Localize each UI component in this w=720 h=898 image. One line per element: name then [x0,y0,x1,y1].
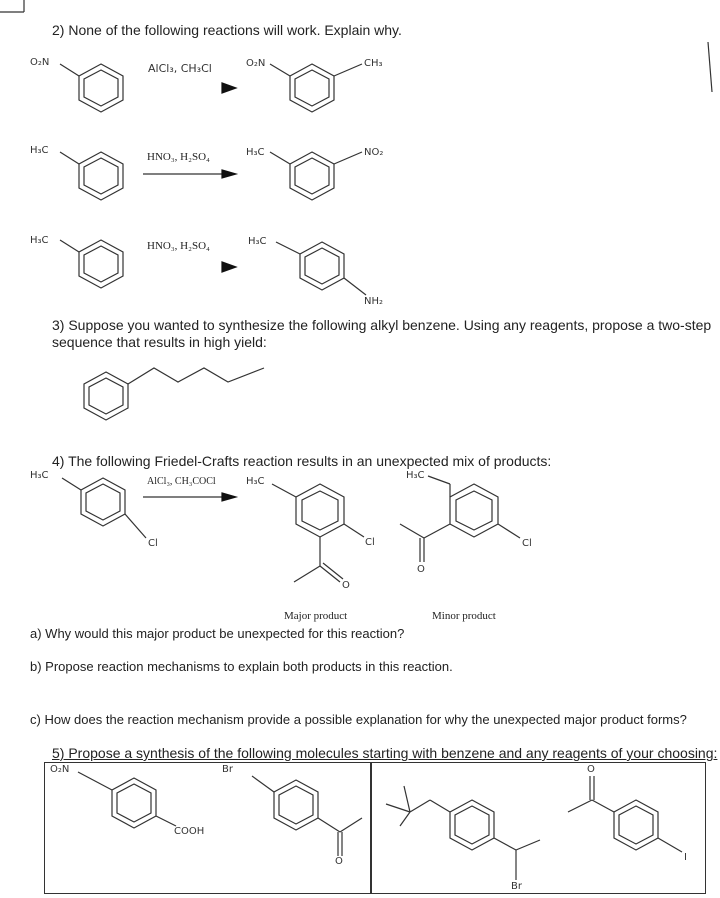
minor-product-ring [400,476,520,562]
r3-product-ring [276,242,366,295]
q5-m1-substituent-1: O₂N [50,764,70,775]
q4-part-b: b) Propose reaction mechanisms to explain both products in this reaction. [30,659,453,674]
minor-carbonyl-oxygen: O [417,564,425,575]
major-carbonyl-oxygen: O [342,580,350,591]
r3-product-substituent-1: H₃C [248,236,267,247]
r1-arrow [222,83,236,93]
r1-product-substituent-2: CH₃ [364,58,383,69]
r2-start-ring [60,152,123,200]
q5-m1-substituent-2: COOH [174,826,205,837]
q4-part-c: c) How does the reaction mechanism provide a possible explanation for why the unexpected major product forms? [30,712,687,727]
q2-prompt: 2) None of the following reactions will work. Explain why. [52,22,402,38]
major-product-label: Major product [284,610,348,622]
q5-prompt: 5) Propose a synthesis of the following molecules starting with benzene and any reagents of your choosing: [52,745,718,761]
q5-m4-carbonyl-oxygen: O [587,764,595,775]
q5-answer-box-1[interactable] [44,762,372,894]
r3-arrow [222,262,236,272]
r3-product-substituent-2: NH₂ [364,296,384,307]
q4-start-ring [62,478,146,538]
major-substituent-2: Cl [365,537,375,548]
q5-m2-substituent: Br [222,764,233,775]
r1-product-ring [270,64,362,112]
r1-start-ring [60,64,123,112]
r3-start-ring [60,240,123,288]
r1-reagents: AlCl₃, CH₃Cl [148,62,212,75]
q4-reagents: AlCl₃, CH₃COCl [147,476,216,487]
minor-substituent-1: H₃C [406,470,425,481]
minor-substituent-2: Cl [522,538,532,549]
r3-reagents: HNO₃, H₂SO₄ [147,240,210,252]
q3-target-molecule [84,368,264,420]
q4-start-substituent-2: Cl [148,538,158,549]
r2-product-substituent-2: NO₂ [364,147,384,158]
q4-start-substituent-1: H₃C [30,470,49,481]
r3-start-substituent: H₃C [30,235,49,246]
q5-m3-substituent: Br [511,881,522,892]
r1-product-substituent-1: O₂N [246,58,266,69]
major-product-ring [272,484,364,582]
r2-reagents: HNO₃, H₂SO₄ [147,151,210,163]
q4-part-a: a) Why would this major product be unexpected for this reaction? [30,626,405,641]
q5-m4-substituent: I [684,852,687,863]
q5-m2-carbonyl-oxygen: O [335,856,343,867]
r1-start-substituent: O₂N [30,57,50,68]
q5-answer-box-2[interactable] [370,762,706,894]
major-substituent-1: H₃C [246,476,265,487]
r2-start-substituent: H₃C [30,145,49,156]
minor-product-label: Minor product [432,610,496,622]
r2-product-substituent-1: H₃C [246,147,265,158]
r2-product-ring [270,152,362,200]
q4-prompt: 4) The following Friedel-Crafts reaction results in an unexpected mix of products: [52,453,552,469]
q3-prompt: 3) Suppose you wanted to synthesize the following alkyl benzene. Using any reagents, propose a two-step sequence that results in high yield: [52,317,712,350]
